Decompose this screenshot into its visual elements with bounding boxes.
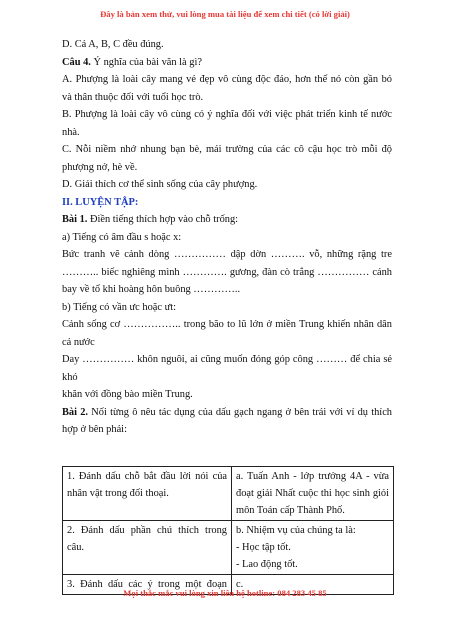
- part-a-text-line1: Bức tranh vẽ cảnh dòng …………… dập dờn ………. vỗ, những rặng tre: [62, 249, 392, 260]
- answer-option-a-line2: và thân thuộc đối với tuổi học trò.: [62, 91, 204, 103]
- exercise-2: [62, 404, 392, 422]
- cell-text: c.: [236, 579, 244, 590]
- answer-option-b-line2: nhà.: [62, 126, 80, 138]
- cell-text: a. Tuấn Anh - lớp trưởng 4A - vừa: [236, 471, 389, 482]
- table-cell: [232, 467, 394, 521]
- answer-option-d2: D. Giải thích cơ thể sinh sống của cây phượng.: [62, 179, 258, 190]
- cell-text: 2. Đánh dấu phần chú thích trong: [67, 525, 227, 536]
- exercise-2-line2: hợp ở bên phải:: [62, 424, 127, 435]
- cell-text: nhân vật trong đối thoại.: [67, 488, 169, 499]
- preview-banner: Đây là bản xem thử, vui lòng mua tài liệu để xem chi tiết (có lời giải): [100, 9, 350, 19]
- cell-text: môn Toán cấp Thành Phố.: [236, 505, 345, 516]
- question-label: Câu 4.: [62, 56, 91, 68]
- part-b-text-line4: khó: [62, 371, 78, 383]
- answer-option-c-line1: C. Nỗi niềm nhớ nhung bạn bè, mái trường của các cô cậu học trò mỗi độ: [62, 144, 392, 155]
- part-b-text-line5: khăn với đồng bào miền Trung.: [62, 389, 193, 400]
- exercise-label: Bài 1.: [62, 214, 88, 225]
- answer-option-b-line1: B. Phượng là loài cây vô cùng có ý nghĩa đối với việc phát triển kinh tế nước: [62, 109, 392, 120]
- exercise-1: [62, 211, 392, 229]
- answer-option-c-line2: phượng nở, hè về.: [62, 161, 138, 173]
- cell-text: 1. Đánh dấu chỗ bắt đầu lời nói của: [67, 471, 227, 482]
- question-text: Ý nghĩa của bài văn là gì?: [90, 56, 202, 68]
- document-body: [62, 36, 392, 439]
- cell-text: - Lao động tốt.: [236, 559, 298, 570]
- cell-text: - Học tập tốt.: [236, 542, 291, 553]
- table-cell: [232, 521, 394, 575]
- cell-text: đoạt giải Nhất cuộc thi học sinh giỏi: [236, 488, 389, 499]
- part-a-text-line2: ……….. biếc nghiêng mình …………. gương, đàn cò trắng …………… cánh: [62, 266, 392, 278]
- answer-option-d: D. Cả A, B, C đều đúng.: [62, 39, 164, 50]
- answer-option-a-line1: A. Phượng là loài cây mang vẻ đẹp vô cùng độc đáo, hơn thế nó còn gần bó: [62, 74, 392, 85]
- hotline-footer: Mọi thắc mắc vui lòng xin liên hệ hotline: 084 283 45 85: [123, 588, 327, 598]
- cell-text: 3. Đánh dấu các ý trong một đoạn: [67, 579, 227, 590]
- part-b-instruction: b) Tiếng có vần ưc hoặc ưt:: [62, 301, 176, 313]
- section-heading: II. LUYỆN TẬP:: [62, 196, 139, 208]
- part-a-text-line3: bay về tổ khi hoàng hôn buông …………..: [62, 284, 241, 295]
- part-a-instruction: a) Tiếng có âm đầu s hoặc x:: [62, 231, 182, 243]
- table-row: [63, 467, 394, 521]
- cell-text: b. Nhiệm vụ của chúng ta là:: [236, 525, 356, 536]
- table-cell: [63, 521, 232, 575]
- exercise-text: Nối từng ô nêu tác dụng của dấu gạch ngang ở bên trái với ví dụ thích: [88, 406, 392, 418]
- part-b-text-line2: cả nước: [62, 336, 95, 348]
- exercise-text: Điền tiếng thích hợp vào chỗ trống:: [87, 214, 239, 225]
- matching-table: [62, 466, 394, 595]
- table-cell: [63, 467, 232, 521]
- table-row: [63, 521, 394, 575]
- cell-text: câu.: [67, 542, 85, 553]
- exercise-label: Bài 2.: [62, 406, 89, 418]
- part-b-text-line3: Day …………… khôn nguôi, ai cũng muốn đóng góp công ……… để chia sẻ: [62, 354, 392, 365]
- part-b-text-line1: Cảnh sống cơ …………….. trong bão to lũ lớn ở miền Trung khiến nhân dân: [62, 319, 392, 330]
- question-4: [62, 54, 392, 72]
